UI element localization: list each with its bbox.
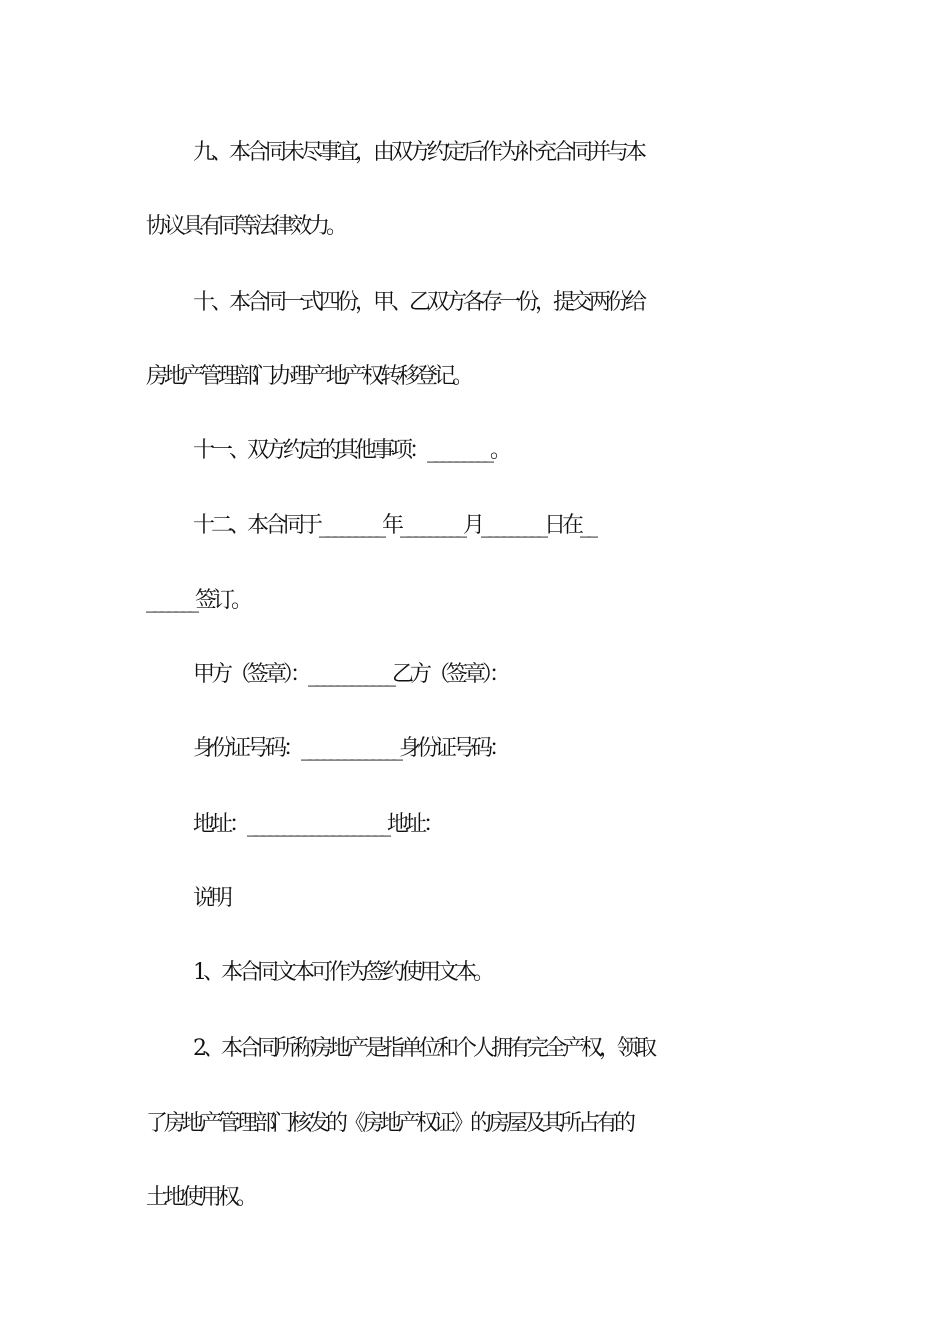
clause-12-line-2: _______签订。 (146, 588, 250, 613)
clause-11: 十一、双方约定的其他事项：_________。 (193, 438, 509, 463)
id-number-line: 身份证号码：______________身份证号码： (193, 736, 508, 761)
clause-9-line-1: 九、本合同未尽事宜，由双方约定后作为补充合同并与本 (193, 140, 644, 165)
clause-10-line-1: 十、本合同一式四份，甲、乙双方各存一份，提交两份给 (193, 290, 644, 315)
note-2-line-2: 了房地产管理部门核发的《房地产权证》的房屋及其所占有的 (146, 1111, 633, 1136)
clause-9-line-2: 协议具有同等法律效力。 (146, 214, 345, 239)
note-2-line-3: 土地使用权。 (146, 1185, 255, 1210)
signature-line: 甲方（签章）：____________乙方（签章）： (193, 662, 508, 687)
note-2-line-1: 2、本合同所称房地产是指单位和个人拥有完全产权，领取 (193, 1036, 653, 1061)
clause-12-line-1: 十二、本合同于_________年_________月_________日在__ (193, 513, 595, 538)
notes-heading: 说明 (193, 886, 230, 911)
clause-10-line-2: 房地产管理部门办理产地产权转移登记。 (146, 364, 471, 389)
note-1: 1、本合同文本可作为签约使用文本。 (193, 960, 491, 985)
address-line: 地址：____________________地址： (193, 812, 442, 837)
